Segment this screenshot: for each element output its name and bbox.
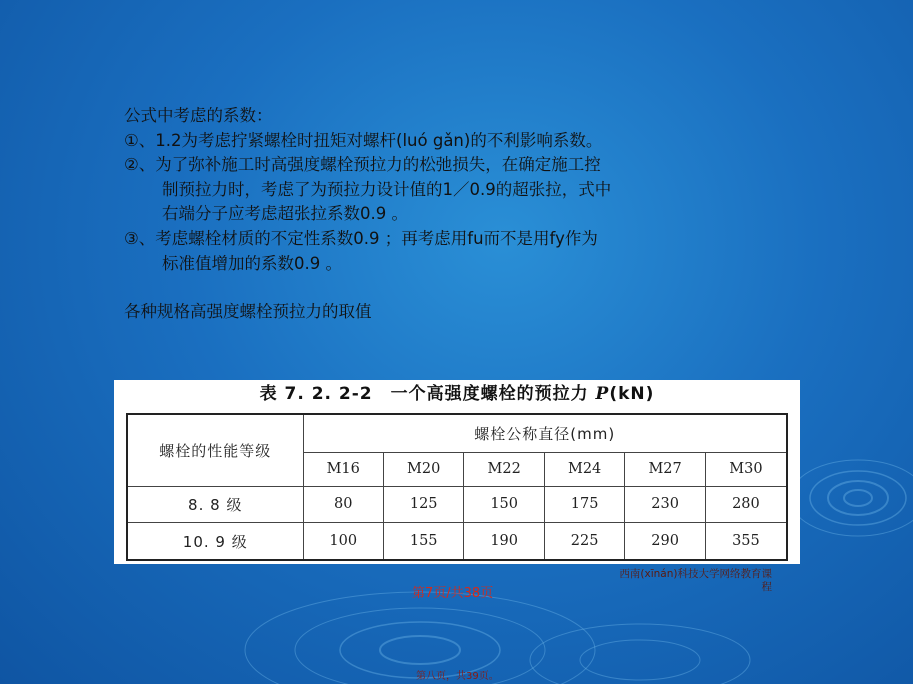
table-title-unit: (kN): [609, 384, 655, 404]
table-row: [127, 523, 787, 560]
value-cell: 80: [303, 486, 383, 523]
subheading: 各种规格高强度螺栓预拉力的取值: [124, 302, 372, 322]
grade-cell: 8. 8 级: [127, 486, 303, 523]
bottom-page-number: 第八页，共39页。: [416, 671, 499, 682]
value-cell: 230: [625, 486, 705, 523]
grade-cell: 10. 9 级: [127, 523, 303, 560]
column-header: M27: [625, 452, 705, 486]
value-cell: 280: [705, 486, 787, 523]
table-title: [114, 380, 800, 410]
value-cell: 125: [383, 486, 463, 523]
table-row: [127, 486, 787, 523]
source-credit: [606, 568, 772, 594]
column-header: M20: [383, 452, 463, 486]
value-cell: 355: [705, 523, 787, 560]
value-cell: 100: [303, 523, 383, 560]
value-cell: 155: [383, 523, 463, 560]
coefficient-explanation: [124, 104, 724, 325]
column-header: M22: [464, 452, 544, 486]
value-cell: 150: [464, 486, 544, 523]
table-title-symbol: P: [595, 384, 610, 404]
text-line-item-3: ③、考虑螺栓材质的不定性系数0.9 ；再考虑用fu而不是用fy作为: [124, 228, 598, 248]
text-line-item-2-cont-2: 右端分子应考虑超张拉系数0.9 。: [162, 204, 408, 224]
text-line-item-3-cont: 标准值增加的系数0.9 。: [162, 253, 342, 273]
value-cell: 190: [464, 523, 544, 560]
text-line-item-2-cont-1: 制预拉力时，考虑了为预拉力设计值的1／0.9的超张拉，式中: [162, 179, 612, 199]
row-header-cell: 螺栓的性能等级: [127, 414, 303, 486]
column-header: M30: [705, 452, 787, 486]
pretension-table: [126, 413, 788, 561]
table-title-prefix: 表 7. 2. 2-2 一个高强度螺栓的预拉力: [259, 384, 596, 404]
text-line-item-1: ①、1.2为考虑拧紧螺栓时扭矩对螺杆(luó gǎn)的不利影响系数。: [124, 130, 603, 150]
column-header: M24: [544, 452, 624, 486]
col-group-header: 螺栓公称直径(mm): [303, 414, 787, 452]
column-header: M16: [303, 452, 383, 486]
text-line-intro: 公式中考虑的系数：: [124, 106, 273, 125]
source-credit-line-1: 西南(xīnán)科技大学网络教育课: [619, 568, 772, 580]
value-cell: 175: [544, 486, 624, 523]
page-indicator: 第7页/共38页: [412, 586, 494, 601]
value-cell: 290: [625, 523, 705, 560]
text-line-item-2: ②、为了弥补施工时高强度螺栓预拉力的松弛损失，在确定施工控: [124, 155, 601, 175]
source-credit-line-2: 程: [761, 581, 772, 593]
pretension-table-image: [114, 380, 800, 564]
value-cell: 225: [544, 523, 624, 560]
